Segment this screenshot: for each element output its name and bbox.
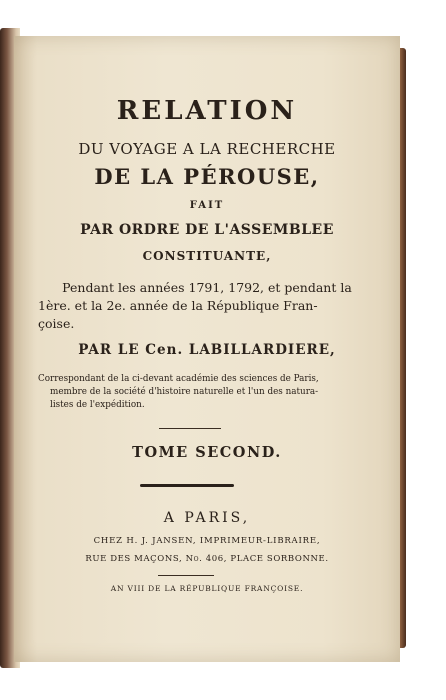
title-constituante: CONSTITUANTE, [142,249,272,263]
title-perouse: DE LA PÉROUSE, [94,164,320,189]
title-ordre: PAR ORDRE DE L'ASSEMBLEE [80,222,334,238]
title-relation: RELATION [116,96,298,126]
author-line: PAR LE Cen. LABILLARDIERE, [78,342,336,358]
ornamental-rule [140,484,234,487]
pendant-line-1: Pendant les années 1791, 1792, et pendant la [62,280,352,295]
imprint-address: RUE DES MAÇONS, No. 406, PLACE SORBONNE. [85,554,329,564]
imprint-publisher: CHEZ H. J. JANSEN, IMPRIMEUR-LIBRAIRE, [93,536,321,546]
volume-title: TOME SECOND. [132,444,282,461]
correspondant-line-2: membre de la société d'histoire naturelle et l'un des natura- [50,387,319,397]
title-fait: FAIT [189,200,225,211]
correspondant-line-1: Correspondant de la ci-devant académie des sciences de Paris, [38,374,319,384]
imprint-date: AN VIII DE LA RÉPUBLIQUE FRANÇOISE. [110,584,304,593]
divider-rule-small [158,575,214,576]
title-voyage: DU VOYAGE A LA RECHERCHE [78,140,336,158]
pendant-line-3: çoise. [38,316,75,331]
divider-rule [159,428,221,429]
correspondant-line-3: listes de l'expédition. [50,400,145,410]
title-page [14,36,400,662]
imprint-city: A PARIS, [163,510,251,526]
pendant-line-2: 1ère. et la 2e. année de la République Fran- [38,298,318,313]
